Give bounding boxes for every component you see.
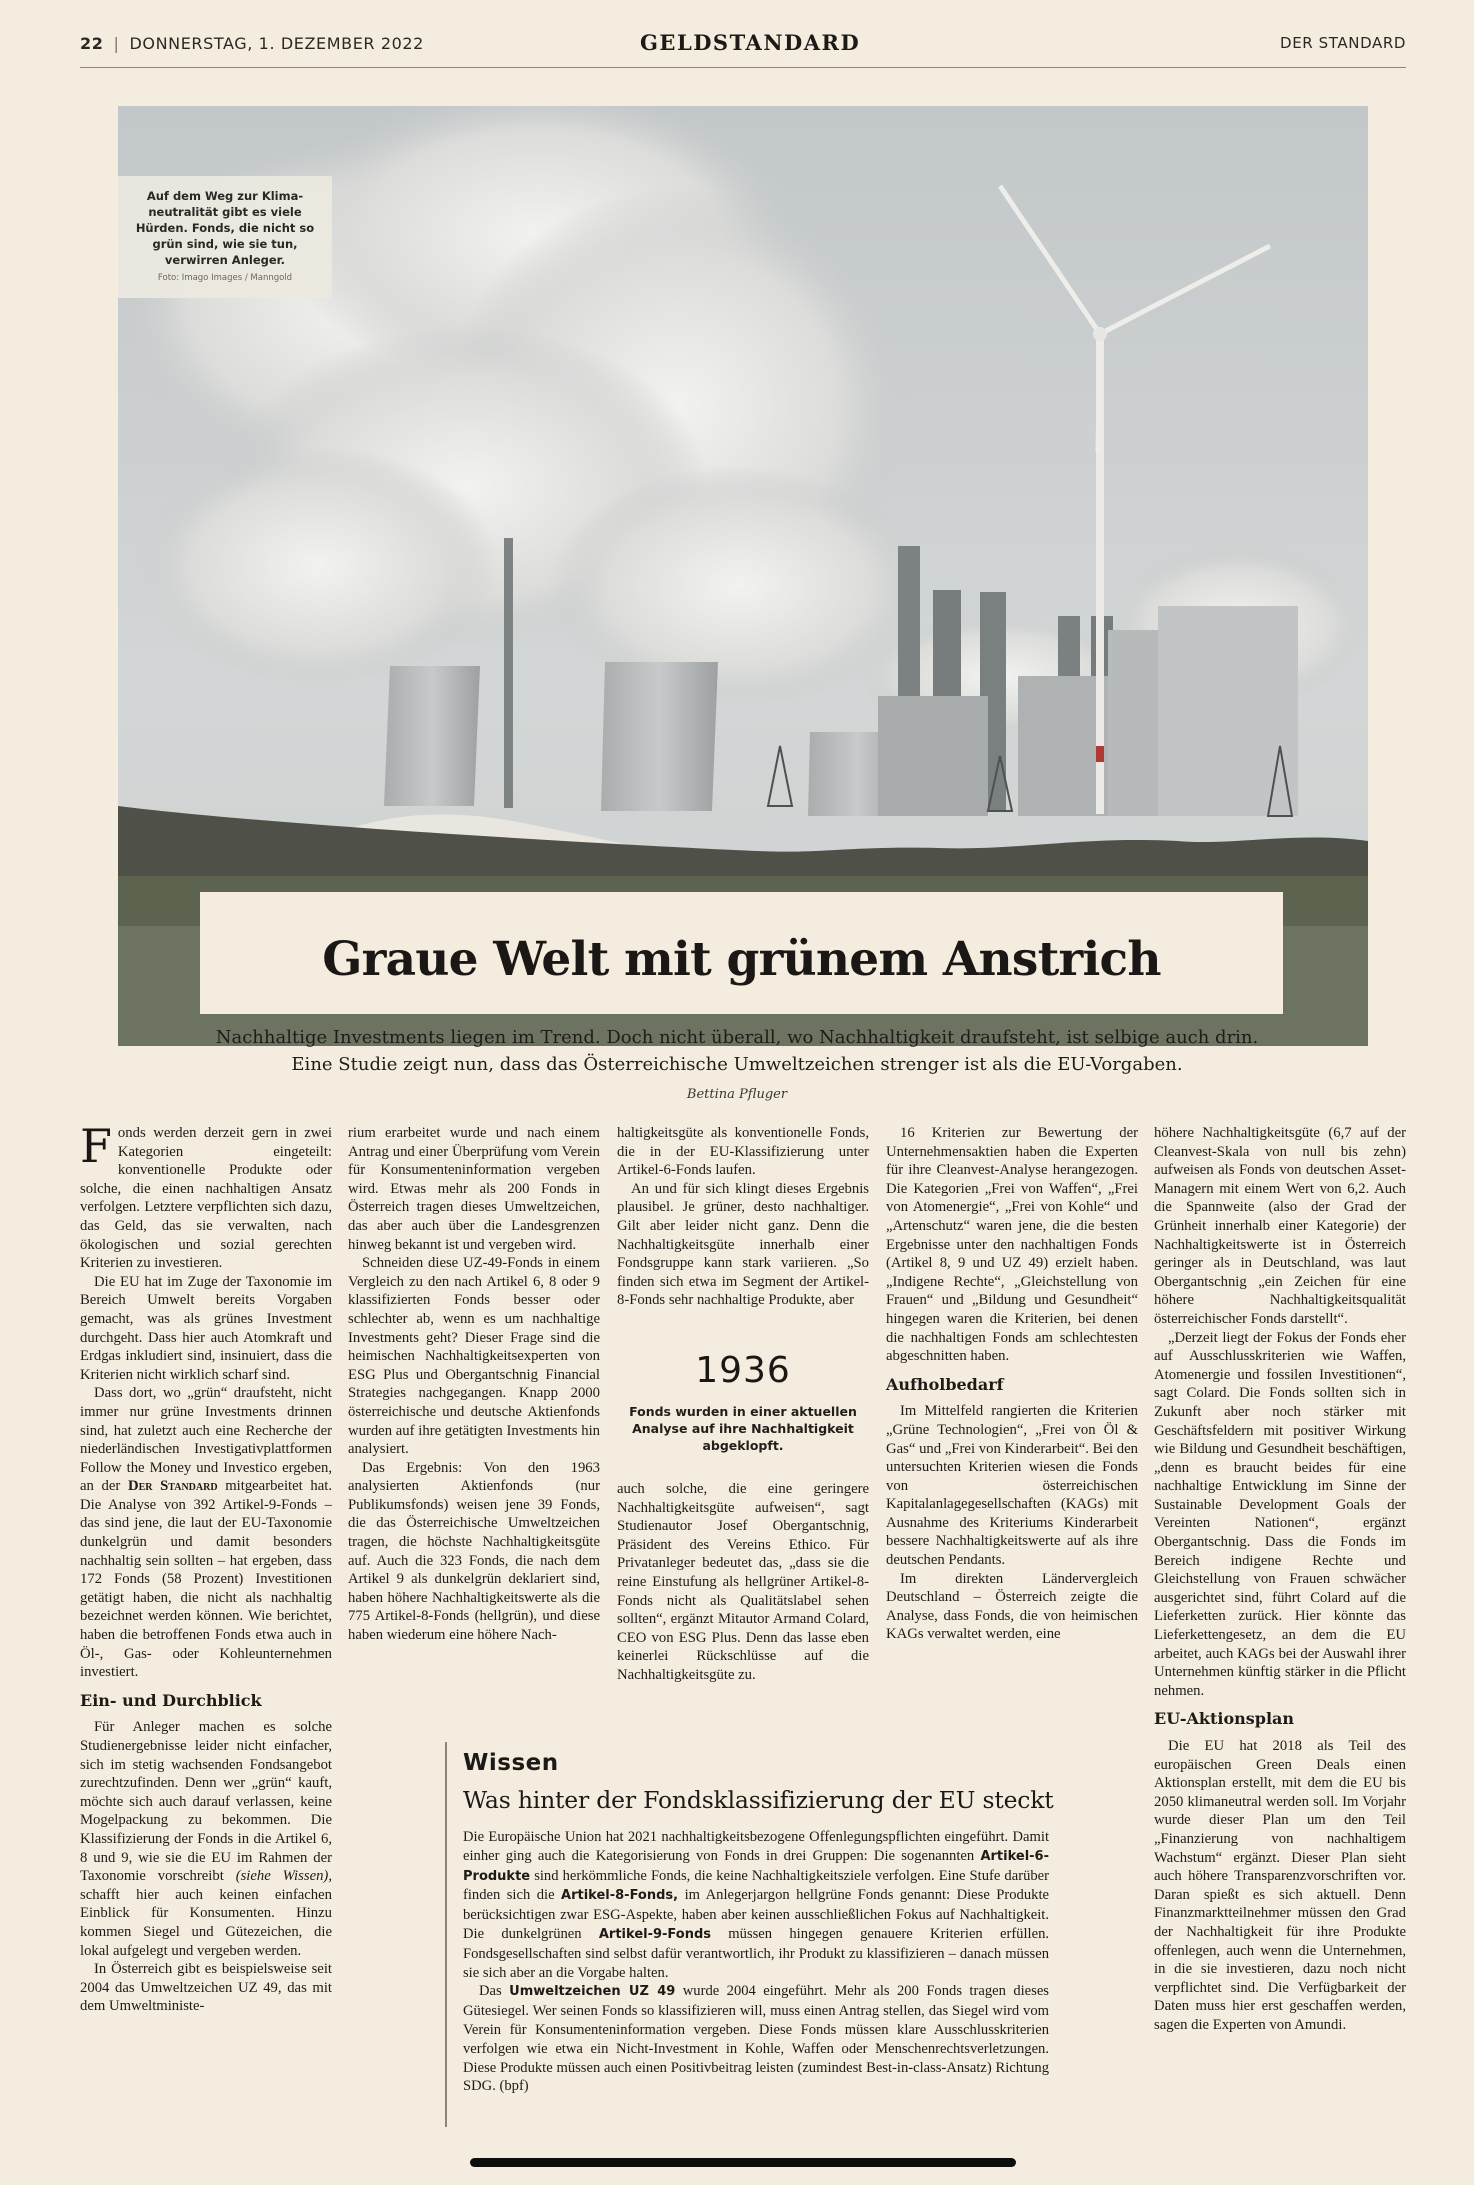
paragraph [463, 1982, 1049, 2096]
section-logo: GELDSTANDARD [640, 30, 861, 55]
paragraph-text: Das [479, 1983, 502, 2000]
drop-cap: F [80, 1119, 112, 1173]
article-column-2 [348, 1124, 600, 1710]
paragraph-text: onds werden derzeit gern in zwei Kategorien eingeteilt: konventionelle Produkte oder solche, die einen nachhaltigen Ansatz verfolgen. Letztere verpflichten sich dazu, das Geld, das sie verwalten, nach ökologischen und sozial gerechten Kriterien zu investieren. [80, 1125, 332, 1272]
paragraph: Das Ergebnis: Von den 1963 analysierten Aktienfonds (nur Publikumsfonds) weisen jene 39 Fonds, die das Österreichische Umweltzeichen tragen, die höchste Nachhaltigkeitsgüte auf. Auch die 323 Fonds, die nach dem Artikel 9 als dunkelgrün deklariert sind, haben höhere Nachhaltigkeitswerte als die 775 Artikel-8-Fonds (hellgrün), und diese haben wiederum eine höhere Nach- [348, 1459, 600, 1644]
page-header [80, 30, 1406, 68]
subtitle-line-2: Eine Studie zeigt nun, dass das Österreichische Umweltzeichen strenger ist als die EU-Vorgaben. [291, 1054, 1183, 1075]
paragraph [80, 1718, 332, 1960]
paragraph: Die EU hat 2018 als Teil des europäischen Green Deals einen Aktionsplan erstellt, mit dem die EU bis 2050 klimaneutral werden soll. Im Vorjahr wurde dieser Plan um den Teil „Finanzierung von nachhaltigem Wachstum“ ergänzt. Dieser Plan sieht auch höhere Transparenzvorschriften vor. Daran spießt es sich aktuell. Denn Finanzmarktteilnehmer müssen den Grad der Nachhaltigkeit für ihre Produkte offenlegen, auch wenn die Unternehmen, in die sie investieren, dazu noch nicht verpflichtet sind. Die Verfügbarkeit der Daten muss hier erst geschaffen werden, sagen die Experten von Amundi. [1154, 1738, 1406, 2033]
photo-credit: Foto: Imago Images / Manngold [157, 273, 293, 283]
brand-name: Der Standard [127, 1478, 218, 1495]
subheading: Ein- und Durchblick [80, 1690, 262, 1710]
paragraph: 16 Kriterien zur Bewertung der Unternehmensaktien haben die Experten für ihre Cleanvest-Analyse herangezogen. Die Kategorien „Frei von Waffen“, „Frei von Atomenergie“, „Frei von Kohle“ und „Artenschutz“ waren jene, die die besten Ergebnisse unter den nachhaltigen Fonds (Artikel 8, 9 und UZ 49) erzielt haben. „Indigene Rechte“, „Gleichstellung von Frauen“ und „Bildung und Gesundheit“ hingegen waren die Kriterien, bei denen die nachhaltigen Fonds am schlechtesten abgeschnitten haben. [886, 1125, 1138, 1365]
paragraph [463, 1828, 1049, 1982]
article-column-4 [886, 1124, 1138, 1710]
paragraph: Die EU hat im Zuge der Taxonomie im Bereich Umwelt bereits Vorgaben gemacht, was als grünes Investment durchgeht. Dass hier auch Atomkraft und Erdgas inkludiert sind, insinuiert, dass die Kriterien nicht wirklich scharf sind. [80, 1273, 332, 1383]
info-box-kicker: Wissen [463, 1750, 559, 1776]
paragraph-text: müssen hingegen genauere Kriterien erfüllen. Fondsgesellschaften sind selbst dafür verantwortlich, ihr Produkt zu klassifizieren – danach müssen sie sich aber an die Vorgabe halten. [463, 1925, 1050, 1981]
article-subtitle [190, 1024, 1284, 1078]
paragraph-text: schafft hier auch keinen einfachen Einblick für Konsumenten. Hinzu kommen Siegel und Gütezeichen, die lokal aufgelegt und vergeben werden. [80, 1886, 332, 1959]
paragraph: In Österreich gibt es beispielsweise seit 2004 das Umweltzeichen UZ 49, das mit dem Umweltministe- [80, 1961, 332, 2015]
stat-text: Fonds wurden in einer aktuellen Analyse auf ihre Nachhaltigkeit abgeklopft. [629, 1404, 857, 1453]
paragraph-text: im Anlegerjargon hellgrüne Fonds genannt: Diese Produkte berücksichtigen zwar ESG-Aspekte, haben aber keinen ausschließlichen Fokus auf Nachhaltigkeit. Die dunkelgrünen [463, 1887, 1049, 1942]
header-dateline [80, 34, 424, 53]
article-column-5 [1154, 1124, 1406, 2124]
issue-date: DONNERSTAG, 1. DEZEMBER 2022 [129, 34, 424, 53]
paragraph [80, 1119, 332, 1273]
term-highlight: Artikel-8-Fonds, [561, 1888, 679, 1904]
cross-reference: (siehe Wissen), [235, 1868, 332, 1885]
paragraph-text: wurde 2004 eingeführt. Mehr als 200 Fonds tragen dieses Gütesiegel. Wer seinen Fonds so klassifizieren will, muss einen Antrag stellen, das Siegel wird vom Verein für Konsumenteninformation vergeben. Diese Fonds müssen klare Ausschlusskriterien verfolgen wie etwa ein Nicht-Investment in Kohle, Waffen oder Menschenrechtsverletzungen. Diese Produkte müssen auch einen Positivbeitrag leisten (zumindest Best-in-class-Ansatz) Richtung SDG. (bpf) [463, 1983, 1049, 2095]
paragraph [80, 1384, 332, 1682]
paragraph: auch solche, die eine geringere Nachhaltigkeitsgüte aufweisen“, sagt Studienautor Josef Obergantschnig, Präsident des Vereins Ethico. Für Privatanleger bedeutet das, „dass sie die reine Einstufung als hellgrüner Artikel-8-Fonds nicht als Qualitätslabel sehen sollten“, ergänzt Mitautor Armand Colard, CEO von ESG Plus. Denn das lasse eben keinerlei Rückschlüsse auf die Nachhaltigkeitsgüte zu. [617, 1481, 869, 1683]
paragraph: rium erarbeitet wurde und nach einem Antrag und einer Überprüfung vom Verein für Konsumenteninformation vergeben wird. Etwas mehr als 200 Fonds in Österreich tragen dieses Umweltzeichen, das aber auch über die Landesgrenzen hinweg bekannt ist und vergeben wird. [348, 1125, 600, 1253]
home-indicator-bar[interactable] [470, 2158, 1016, 2167]
paragraph-text: Für Anleger machen es solche Studienergebnisse leider nicht einfacher, sich im stetig wachsenden Fondsangebot zurechtzufinden. Denn wer „grün“ kauft, möchte sich auch darauf verlassen, keine Mogelpackung zu bekommen. Die Klassifizierung der Fonds in die Artikel 6, 8 und 9, wie sie die EU im Rahmen der Taxonomie vorschreibt [80, 1719, 332, 1885]
photo-caption [118, 176, 332, 298]
paragraph: haltigkeitsgüte als konventionelle Fonds, die in der EU-Klassifizierung unter Artikel-6-Fonds laufen. [617, 1125, 869, 1179]
paragraph: höhere Nachhaltigkeitsgüte (6,7 auf der Cleanvest-Skala von null bis zehn) aufweisen als Fonds von deutschen Asset-Managern mit einem Wert von 6,2. Auch die Spannweite (also der Grad der Grünheit innerhalb einer Kategorie) der Nachhaltigkeitswerte ist in Österreich geringer als in Deutschland, was laut Obergantschnig „ein Zeichen für eine höhere Nachhaltigkeitsqualität österreichischer Fonds darstellt“. [1154, 1125, 1406, 1327]
headline-panel [200, 892, 1283, 1014]
term-highlight: Umweltzeichen UZ 49 [509, 1984, 676, 2000]
subheading: Aufholbedarf [886, 1374, 1004, 1394]
paragraph: „Derzeit liegt der Fokus der Fonds eher auf Ausschlusskriterien wie Waffen, Atomenergie und fossilen Investitionen“, sagt Colard. Die Fonds sollten sich in Zukunft aber noch stärker mit Geschäftsfeldern mit positiver Wirkung wie Bildung und Gesundheit beschäftigen, „denn es braucht beides für eine nachhaltige Entwicklung im Sinne der Sustainable Development Goals der Vereinten Nationen“, ergänzt Obergantschnig. Dass die Fonds im Bereich indigene Rechte und Gleichstellung von Frauen schwächer ausgerichtet sind, führt Colard auf die Lieferketten zurück. Hier könnte das Lieferkettengesetz, an dem die EU arbeitet, auch KAGs bei der Auswahl ihrer Unternehmen künftig stärker in die Pflicht nehmen. [1154, 1329, 1406, 1699]
term-highlight: Artikel-6-Produkte [463, 1848, 1049, 1884]
info-box-headline: Was hinter der Fondsklassifizierung der EU steckt [463, 1786, 1054, 1814]
paragraph-text: mitgearbeitet hat. Die Analyse von 392 Artikel-9-Fonds – das sind jene, die laut der EU-Taxonomie dunkelgrün und damit besonders nachhaltig sein sollten – hat ergeben, dass 172 Fonds (58 Prozent) Investitionen getätigt haben, die nicht als nachhaltig bezeichnet werden können. Wie berichtet, haben die betroffenen Fonds etwa auch in Öl-, Gas- oder Kohleunternehmen investiert. [80, 1478, 332, 1681]
article-column-3-bottom [617, 1480, 869, 1710]
publication-name: DER STANDARD [1280, 34, 1406, 52]
article-column-1 [80, 1119, 332, 2124]
stat-number: 1936 [695, 1350, 791, 1391]
stat-box [617, 1350, 869, 1454]
article-headline: Graue Welt mit grünem Anstrich [322, 932, 1161, 987]
paragraph: Im Mittelfeld rangierten die Kriterien „Grüne Technologien“, „Frei von Öl & Gas“ und „Frei von Kinderarbeit“. Bei den untersuchten Kriterien wiesen die Fonds von österreichischen Kapitalanlagegesellschaften (KAGs) mit Ausnahme des Kriteriums Kinderarbeit bessere Nachhaltigkeitswerte auf als ihre deutschen Pendants. [886, 1403, 1138, 1569]
paragraph-text: Dass dort, wo „grün“ draufsteht, nicht immer nur grüne Investments drinnen sind, hat zuletzt auch eine Recherche der niederländischen Investigativplattformen Follow the Money und Investico ergeben, an der [80, 1385, 332, 1495]
term-highlight: Artikel-9-Fonds [598, 1926, 712, 1942]
info-box-wissen [445, 1742, 1145, 2127]
paragraph: Schneiden diese UZ-49-Fonds in einem Vergleich zu den nach Artikel 6, 8 oder 9 klassifizierten Fonds besser oder schlechter ab, wenn es um nachhaltige Investments geht? Dieser Frage sind die heimischen Nachhaltigkeitsexperten von ESG Plus und Obergantschnig Financial Strategies nachgegangen. Knapp 2000 österreichische und deutsche Aktienfonds wurden auf ihre getätigten Investments hin analysiert. [348, 1255, 600, 1458]
info-box-body [463, 1828, 1049, 2096]
paragraph: An und für sich klingt dieses Ergebnis plausibel. Je grüner, desto nachhaltiger. Gilt aber leider nicht ganz. Denn die Nachhaltigkeitsgüte innerhalb einer Fondsgruppe kann stark variieren. „So finden sich etwa im Segment der Artikel-8-Fonds sehr nachhaltige Produkte, aber [617, 1180, 869, 1309]
paragraph-text: Die Europäische Union hat 2021 nachhaltigkeitsbezogene Offenlegungspflichten eingeführt. Damit einher ging auch die Kategorisierung von Fonds in drei Gruppen: Die sogenannten [463, 1829, 1049, 1864]
paragraph: Im direkten Ländervergleich Deutschland – Österreich zeigte die Analyse, dass Fonds, die von heimischen KAGs verwaltet werden, eine [886, 1570, 1138, 1643]
paragraph-text: sind herkömmliche Fonds, die keine Nachhaltigkeitsziele verfolgen. Eine Stufe darüber finden sich die [463, 1867, 1050, 1904]
caption-text: Auf dem Weg zur Klima-neutralität gibt es viele Hürden. Fonds, die nicht so grün sind, wie sie tun, verwirren Anleger. [135, 189, 315, 267]
subheading: EU-Aktionsplan [1154, 1709, 1295, 1729]
subtitle-line-1: Nachhaltige Investments liegen im Trend. Doch nicht überall, wo Nachhaltigkeit draufsteht, ist selbige auch drin. [215, 1027, 1259, 1048]
page-number: 22 [80, 34, 104, 53]
header-separator: | [113, 34, 120, 53]
author-byline: Bettina Pfluger [686, 1087, 788, 1102]
